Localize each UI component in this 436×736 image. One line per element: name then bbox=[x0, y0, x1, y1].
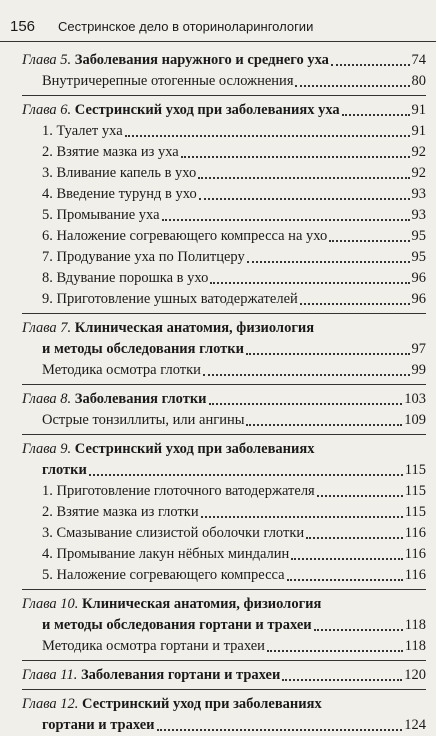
chapter-page: 91 bbox=[411, 102, 426, 118]
chapter-heading[interactable] bbox=[22, 594, 426, 615]
chapter-separator bbox=[22, 95, 426, 96]
toc-entry[interactable] bbox=[22, 71, 426, 92]
chapter-label: Глава 7. bbox=[22, 320, 72, 336]
dot-leader bbox=[203, 374, 410, 376]
chapter-page: 118 bbox=[404, 617, 426, 633]
chapter-heading-cont[interactable] bbox=[22, 715, 426, 736]
toc-entry[interactable] bbox=[22, 142, 426, 163]
chapter-heading[interactable] bbox=[22, 100, 426, 121]
dot-leader bbox=[300, 303, 410, 305]
toc-entry[interactable] bbox=[22, 410, 426, 431]
chapter-heading[interactable] bbox=[22, 50, 426, 71]
chapter-separator bbox=[22, 434, 426, 435]
chapter-title-cont: и методы обследования глотки bbox=[42, 341, 245, 357]
chapter-separator bbox=[22, 384, 426, 385]
chapter-heading-cont[interactable] bbox=[22, 339, 426, 360]
toc-entry-text: 4. Промывание лакун нёбных миндалин bbox=[42, 546, 290, 562]
toc-entry[interactable] bbox=[22, 163, 426, 184]
chapter-title bbox=[22, 100, 340, 121]
toc-entry-text: Внутричерепные отогенные осложнения bbox=[42, 73, 294, 89]
toc-entry[interactable] bbox=[22, 636, 426, 657]
chapter-heading[interactable] bbox=[22, 389, 426, 410]
toc-entry-text: 4. Введение турунд в ухо bbox=[42, 186, 197, 202]
header-rule bbox=[0, 41, 436, 42]
chapter-title bbox=[22, 318, 314, 339]
toc-entry-page: 96 bbox=[411, 291, 426, 307]
toc-entry-text: 7. Продувание уха по Политцеру bbox=[42, 249, 245, 265]
chapter-heading[interactable] bbox=[22, 665, 426, 686]
toc-entry-text: 9. Приготовление ушных ватодержателей bbox=[42, 291, 298, 307]
dot-leader bbox=[201, 516, 403, 518]
chapter-label: Глава 9. bbox=[22, 441, 72, 457]
chapter-block bbox=[22, 665, 426, 686]
chapter-page: 120 bbox=[404, 667, 426, 683]
chapter-block bbox=[22, 318, 426, 381]
chapter-heading-cont[interactable] bbox=[22, 615, 426, 636]
toc-entry-page: 96 bbox=[411, 270, 426, 286]
toc-entry[interactable] bbox=[22, 289, 426, 310]
toc-entry[interactable] bbox=[22, 121, 426, 142]
chapter-page: 115 bbox=[404, 462, 426, 478]
toc-entry-text: Методика осмотра глотки bbox=[42, 362, 201, 378]
toc-entry-page: 116 bbox=[404, 525, 426, 541]
toc-entry-text: 1. Приготовление глоточного ватодержателя bbox=[42, 483, 315, 499]
chapter-heading[interactable] bbox=[22, 318, 426, 339]
chapter-title-cont-wrap bbox=[22, 615, 312, 636]
running-header bbox=[0, 18, 436, 38]
chapter-title bbox=[22, 694, 322, 715]
chapter-block bbox=[22, 439, 426, 586]
dot-leader bbox=[157, 729, 403, 731]
chapter-title-text: Заболевания наружного и среднего уха bbox=[74, 52, 329, 68]
chapter-page: 124 bbox=[404, 717, 426, 733]
dot-leader bbox=[199, 198, 410, 200]
toc-entry-page: 93 bbox=[411, 207, 426, 223]
toc-entry-page: 91 bbox=[411, 123, 426, 139]
chapter-title bbox=[22, 665, 280, 686]
chapter-title-cont: глотки bbox=[42, 462, 87, 478]
toc-entry-text: Острые тонзиллиты, или ангины bbox=[42, 412, 245, 428]
toc-entry-text: 8. Вдувание порошка в ухо bbox=[42, 270, 209, 286]
chapter-page: 74 bbox=[411, 52, 426, 68]
chapter-title-cont-wrap bbox=[22, 339, 244, 360]
chapter-block bbox=[22, 389, 426, 431]
dot-leader bbox=[246, 353, 409, 355]
toc-entry-page: 118 bbox=[404, 638, 426, 654]
toc-entry[interactable] bbox=[22, 502, 426, 523]
toc-entry-page: 93 bbox=[411, 186, 426, 202]
chapter-label: Глава 10. bbox=[22, 596, 79, 612]
toc-entry[interactable] bbox=[22, 481, 426, 502]
dot-leader bbox=[89, 474, 403, 476]
toc-entry-page: 92 bbox=[411, 165, 426, 181]
running-title: Сестринское дело в оториноларингологии bbox=[58, 19, 314, 34]
toc-entry-page: 92 bbox=[411, 144, 426, 160]
dot-leader bbox=[287, 579, 403, 581]
chapter-title-cont-wrap bbox=[22, 715, 155, 736]
chapter-page: 97 bbox=[411, 341, 426, 357]
toc-entry-page: 95 bbox=[411, 249, 426, 265]
toc-entry[interactable] bbox=[22, 226, 426, 247]
toc-entry[interactable] bbox=[22, 247, 426, 268]
dot-leader bbox=[198, 177, 409, 179]
chapter-heading[interactable] bbox=[22, 694, 426, 715]
toc-entry-text: 2. Взятие мазка из уха bbox=[42, 144, 179, 160]
dot-leader bbox=[210, 282, 409, 284]
toc-entry[interactable] bbox=[22, 360, 426, 381]
chapter-separator bbox=[22, 313, 426, 314]
toc-entry-page: 109 bbox=[404, 412, 426, 428]
chapter-title bbox=[22, 439, 314, 460]
toc-entry[interactable] bbox=[22, 268, 426, 289]
toc-entry-page: 115 bbox=[404, 504, 426, 520]
chapter-block bbox=[22, 694, 426, 736]
dot-leader bbox=[125, 135, 410, 137]
dot-leader bbox=[306, 537, 403, 539]
page-number: 156 bbox=[10, 18, 36, 35]
dot-leader bbox=[342, 114, 410, 116]
chapter-block bbox=[22, 50, 426, 92]
dot-leader bbox=[291, 558, 403, 560]
chapter-title-text: Клиническая анатомия, физиология bbox=[82, 596, 322, 612]
chapter-label: Глава 11. bbox=[22, 667, 78, 683]
chapter-block bbox=[22, 100, 426, 310]
chapter-page: 103 bbox=[404, 391, 426, 407]
toc-entry[interactable] bbox=[22, 205, 426, 226]
toc-entry-text: Методика осмотра гортани и трахеи bbox=[42, 638, 265, 654]
chapter-separator bbox=[22, 589, 426, 590]
chapter-title bbox=[22, 594, 321, 615]
dot-leader bbox=[267, 650, 403, 652]
dot-leader bbox=[314, 629, 403, 631]
toc-entry-page: 95 bbox=[411, 228, 426, 244]
chapter-title-text: Заболевания глотки bbox=[74, 391, 207, 407]
chapter-title bbox=[22, 389, 207, 410]
dot-leader bbox=[282, 679, 402, 681]
chapter-separator bbox=[22, 689, 426, 690]
dot-leader bbox=[331, 64, 410, 66]
toc-entry-text: 2. Взятие мазка из глотки bbox=[42, 504, 199, 520]
chapter-heading[interactable] bbox=[22, 439, 426, 460]
toc-entry-text: 1. Туалет уха bbox=[42, 123, 123, 139]
toc-entry[interactable] bbox=[22, 184, 426, 205]
toc-entry-text: 5. Наложение согревающего компресса bbox=[42, 567, 285, 583]
toc-entry-text: 3. Вливание капель в ухо bbox=[42, 165, 197, 181]
toc-entry[interactable] bbox=[22, 544, 426, 565]
table-of-contents bbox=[22, 50, 426, 736]
chapter-title-text: Сестринский уход при заболеваниях bbox=[74, 441, 315, 457]
dot-leader bbox=[246, 424, 402, 426]
toc-entry-page: 80 bbox=[411, 73, 426, 89]
toc-entry-text: 3. Смазывание слизистой оболочки глотки bbox=[42, 525, 305, 541]
dot-leader bbox=[317, 495, 403, 497]
chapter-title-text: Сестринский уход при заболеваниях bbox=[82, 696, 322, 712]
toc-entry-page: 116 bbox=[404, 546, 426, 562]
chapter-label: Глава 8. bbox=[22, 391, 72, 407]
dot-leader bbox=[247, 261, 410, 263]
dot-leader bbox=[181, 156, 410, 158]
chapter-title-cont-wrap bbox=[22, 460, 87, 481]
toc-entry-page: 99 bbox=[411, 362, 426, 378]
dot-leader bbox=[329, 240, 409, 242]
dot-leader bbox=[295, 85, 409, 87]
chapter-heading-cont[interactable] bbox=[22, 460, 426, 481]
toc-entry[interactable] bbox=[22, 565, 426, 586]
toc-entry-page: 116 bbox=[404, 567, 426, 583]
chapter-label: Глава 12. bbox=[22, 696, 79, 712]
chapter-title-text: Клиническая анатомия, физиология bbox=[74, 320, 315, 336]
chapter-title-text: Сестринский уход при заболеваниях уха bbox=[74, 102, 340, 118]
chapter-title-cont: гортани и трахеи bbox=[42, 717, 155, 733]
chapter-label: Глава 6. bbox=[22, 102, 72, 118]
toc-entry-page: 115 bbox=[404, 483, 426, 499]
chapter-label: Глава 5. bbox=[22, 52, 72, 68]
chapter-title-text: Заболевания гортани и трахеи bbox=[80, 667, 281, 683]
toc-entry-text: 5. Промывание уха bbox=[42, 207, 160, 223]
dot-leader bbox=[209, 403, 403, 405]
chapter-separator bbox=[22, 660, 426, 661]
chapter-block bbox=[22, 594, 426, 657]
dot-leader bbox=[162, 219, 410, 221]
chapter-title-cont: и методы обследования гортани и трахеи bbox=[42, 617, 312, 633]
chapter-title bbox=[22, 50, 329, 71]
toc-entry-text: 6. Наложение согревающего компресса на ухо bbox=[42, 228, 328, 244]
toc-entry[interactable] bbox=[22, 523, 426, 544]
